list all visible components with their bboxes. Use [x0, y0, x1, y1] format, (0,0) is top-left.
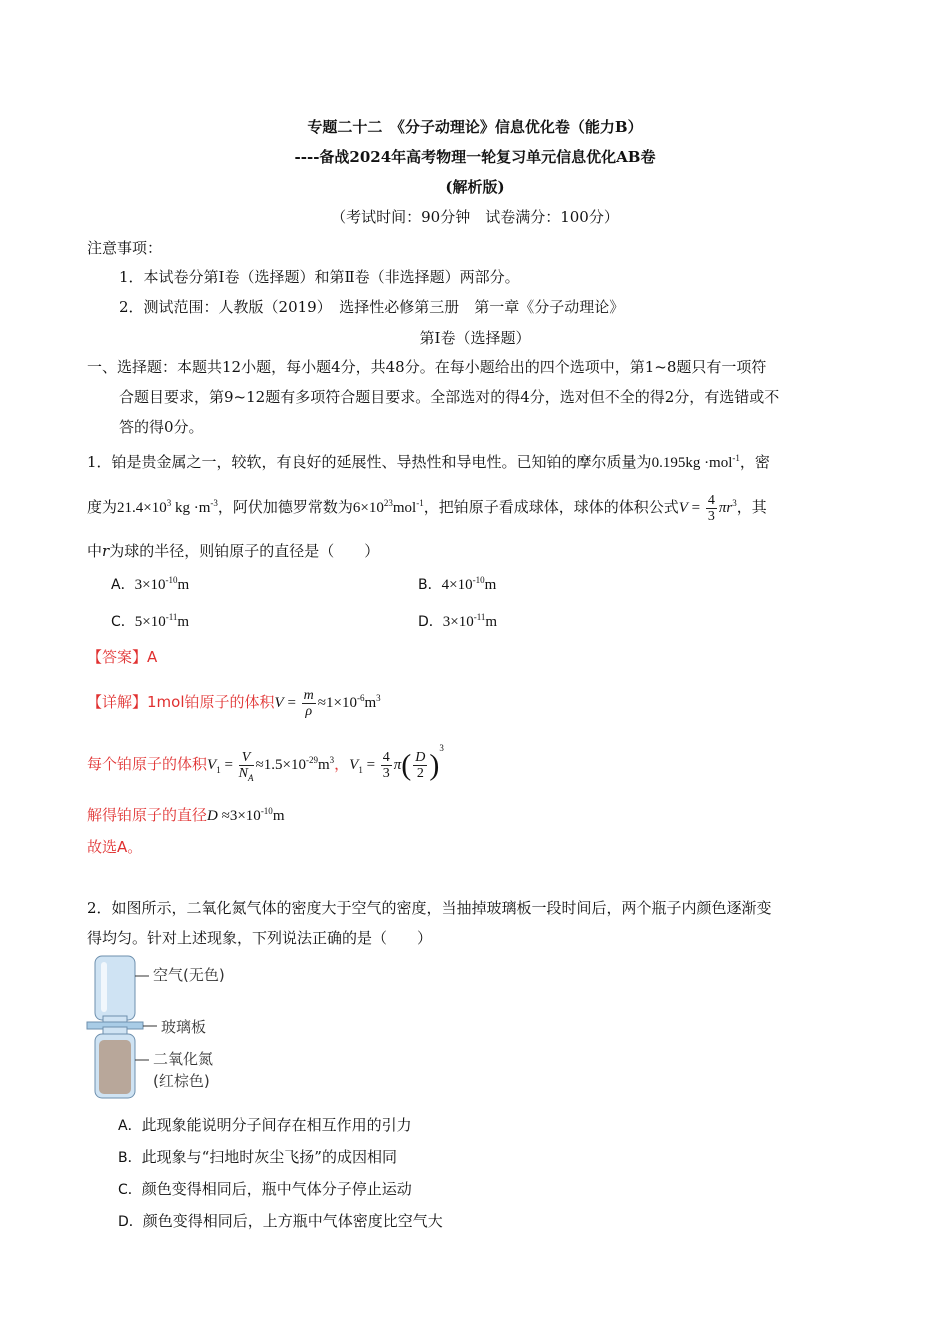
exam-info: （考试时间：90分钟 试卷满分：100分）: [331, 208, 619, 226]
q2-stem-line1: 2．如图所示，二氧化氮气体的密度大于空气的密度，当抽掉玻璃板一段时间后，两个瓶子内颜色逐渐变: [87, 899, 772, 917]
exam-title: 专题二十二 《分子动理论》信息优化卷（能力B）: [307, 118, 643, 136]
notice-item-1: 1．本试卷分第Ⅰ卷（选择题）和第Ⅱ卷（非选择题）两部分。: [119, 268, 520, 286]
q1-option-a[interactable]: A．$3\times 10^{-10}m$: [111, 575, 190, 593]
volume-formula: V = $\frac{m}{\rho}$ $\approx 1\times 10^{-6}m^3$: [274, 688, 381, 720]
q1-answer: 【答案】A: [87, 648, 158, 666]
q2-option-c[interactable]: C．颜色变得相同后，瓶中气体分子停止运动: [118, 1180, 412, 1198]
exam-edition: (解析版): [445, 178, 505, 196]
density-value: $21.4\times 10^3$ kg $\cdot m^{-3}$: [117, 498, 218, 516]
q1-detail-line1: 【详解】1mol铂原子的体积V = $\frac{m}{\rho}$ $\approx 1\times 10^{-6}m^3$: [87, 688, 381, 720]
section-instructions-line2: 合题目要求，第9~12题有多项符合题目要求。全部选对的得4分，选对但不全的得2分，有选错或不: [119, 388, 780, 406]
q1-stem-text: 1．铂是贵金属之一，较软，有良好的延展性、导热性和导电性。已知铂的摩尔质量为: [87, 453, 652, 471]
notice-item-2: 2．测试范围：人教版（2019） 选择性必修第三册 第一章《分子动理论》: [119, 298, 625, 316]
q1-option-b[interactable]: B．$4\times 10^{-10}m$: [418, 575, 497, 593]
q2-stem-line2: 得均匀。针对上述现象，下列说法正确的是（ ）: [87, 929, 433, 947]
diameter-result: $D \approx 3\times 10^{-10}m$: [207, 806, 285, 824]
q1-stem-line2: 度为$21.4\times 10^3$ kg $\cdot m^{-3}$，阿伏加德罗常数为$6\times 10^{23}mol^{-1}$，把铂原子看成球体，球体的体积公式V = $\frac{4}{3}$ $\pi r^3$，其: [87, 493, 767, 525]
q1-detail-line2: 每个铂原子的体积$V_1$ = $\frac{V}{N_A}$ $\approx 1.5\times 10^{-29}m^3$，$V_1$ = $\frac{4}{3}$ π( $\frac{D}{2}$ )$^3$: [87, 743, 444, 783]
label-glass-plate: 玻璃板: [161, 1018, 207, 1036]
exam-subtitle: ----备战2024年高考物理一轮复习单元信息优化AB卷: [294, 148, 656, 166]
q2-option-d[interactable]: D．颜色变得相同后，上方瓶中气体密度比空气大: [118, 1212, 443, 1230]
section-instructions-line1: 一、选择题：本题共12小题，每小题4分，共48分。在每小题给出的四个选项中，第1~8题只有一项符: [87, 358, 767, 376]
avogadro-constant: $6\times 10^{23}mol^{-1}$: [352, 498, 424, 516]
label-air: 空气(无色): [153, 966, 225, 984]
label-no2-color: (红棕色): [153, 1072, 210, 1090]
notice-heading: 注意事项：: [87, 239, 163, 257]
molar-mass: 0.195kg ·mol$^{-1}$: [651, 453, 740, 471]
section-instructions-line3: 答的得0分。: [119, 418, 204, 436]
label-no2: 二氧化氮: [153, 1050, 214, 1068]
sphere-volume-formula: V = $\frac{4}{3}$ $\pi r^3$: [678, 493, 737, 525]
q1-option-c[interactable]: C．$5\times 10^{-11}m$: [111, 612, 190, 630]
q1-detail-line3: 解得铂原子的直径$D \approx 3\times 10^{-10}m$: [87, 806, 285, 824]
diameter-volume-formula: $V_1$ = $\frac{4}{3}$ π( $\frac{D}{2}$ )$^3$: [349, 743, 444, 782]
atom-volume-formula: $V_1$ = $\frac{V}{N_A}$ $\approx 1.5\times 10^{-29}m^3$: [207, 750, 335, 783]
q1-conclusion: 故选A。: [87, 838, 143, 856]
q1-option-d[interactable]: D．$3\times 10^{-11}m$: [418, 612, 498, 630]
q2-option-a[interactable]: A．此现象能说明分子间存在相互作用的引力: [118, 1116, 412, 1134]
q2-option-b[interactable]: B．此现象与“扫地时灰尘飞扬”的成因相同: [118, 1148, 397, 1166]
diffusion-figure: [85, 952, 285, 1102]
q1-stem-line1: 1．铂是贵金属之一，较软，有良好的延展性、导热性和导电性。已知铂的摩尔质量为0.195kg ·mol$^{-1}$，密: [87, 453, 770, 471]
part1-title: 第Ⅰ卷（选择题）: [419, 329, 531, 347]
q1-stem-line3: 中r为球的半径，则铂原子的直径是（ ）: [87, 542, 380, 560]
